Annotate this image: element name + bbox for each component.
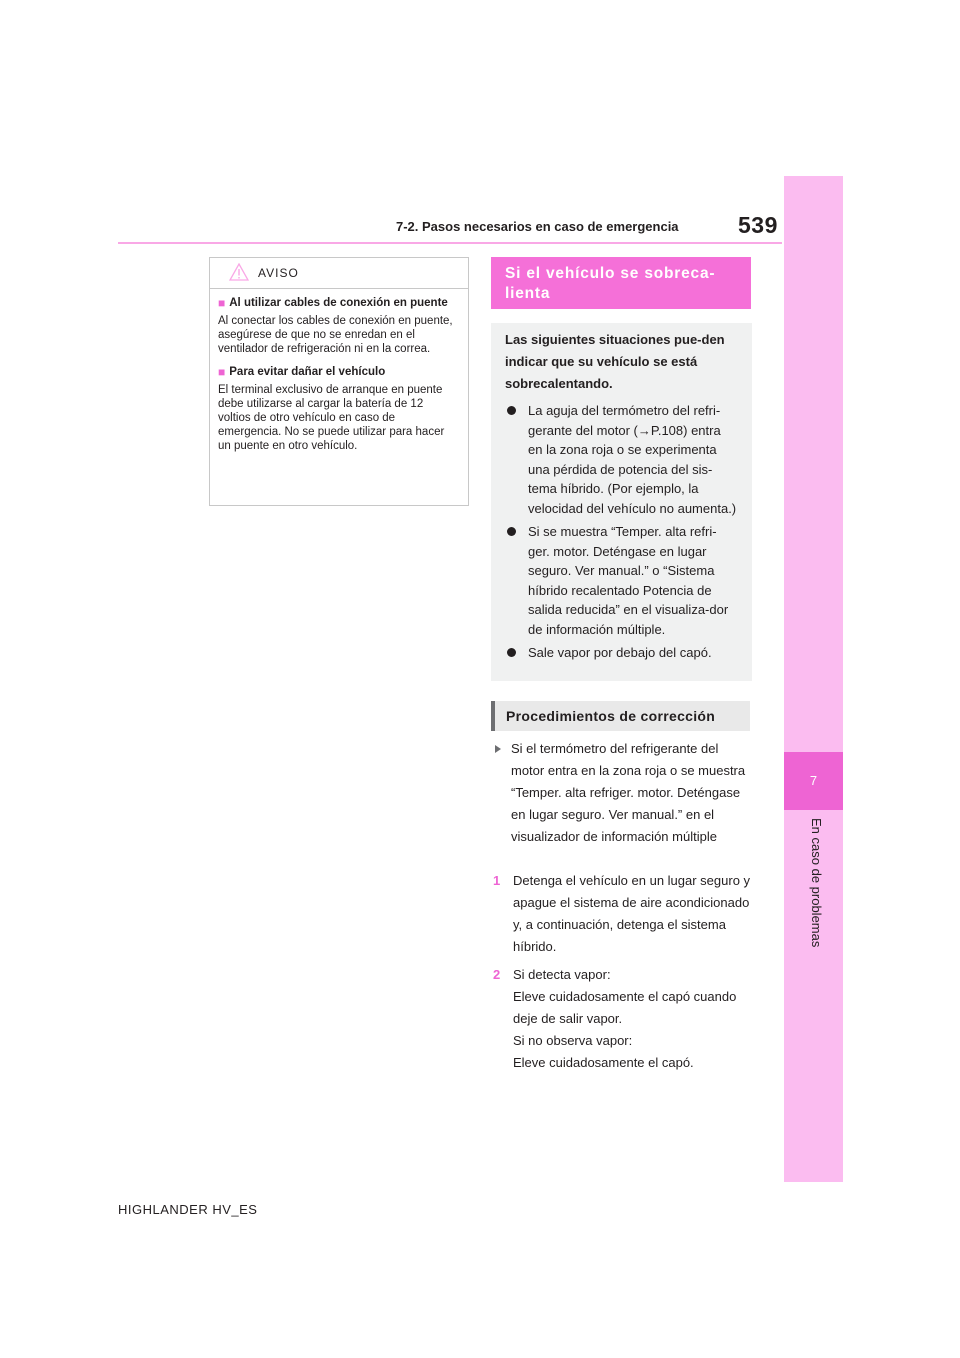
procedure-step [493,870,751,958]
symptoms-box [491,323,752,681]
procedures-heading: Procedimientos de corrección [491,701,750,731]
list-item: Sale vapor por debajo del capó. [505,643,738,663]
page-number: 539 [738,212,778,238]
step-number: 2 [493,967,501,982]
chapter-side-tab [784,176,843,1182]
square-bullet-icon: ■ [218,365,226,379]
procedure-condition: Si el termómetro del refrigerante del motor entra en la zona roja o se muestra “Temper. alta refriger. motor. Deténgase en lugar seguro. Ver manual.” en el visualizador de información múltiple [495,738,750,848]
chapter-label: En caso de problemas [809,818,824,948]
bullet-dot-icon [507,648,516,657]
header-divider [118,242,782,244]
warning-subheading: ■ Al utilizar cables de conexión en puente [218,296,448,310]
bullet-dot-icon [507,527,516,536]
step-text: Detenga el vehículo en un lugar seguro y apague el sistema de aire acondicionado y, a continuación, detenga el sistema híbrido. [513,873,751,954]
warning-box [209,257,469,506]
warning-header [210,258,468,289]
step-number: 1 [493,873,501,888]
overheat-heading: Si el vehículo se sobreca-lienta [491,257,751,309]
symptoms-intro: Las siguientes situaciones pue-den indicar que su vehículo se está sobrecalentando. [505,332,725,391]
triangle-bullet-icon [495,745,501,753]
square-bullet-icon: ■ [218,296,226,310]
warning-text: El terminal exclusivo de arranque en puente debe utilizarse al cargar la batería de 12 voltios de otro vehículo en caso de emergencia. No se puede utilizar para hacer un puente en otro vehículo. [218,384,445,452]
warning-triangle-icon [229,263,249,286]
step-text: Si detecta vapor: Eleve cuidadosamente el capó cuando deje de salir vapor. Si no observa vapor: Eleve cuidadosamente el capó. [513,967,737,1070]
procedure-step [493,964,751,1074]
chapter-number: 7 [809,773,818,788]
bullet-dot-icon [507,406,516,415]
section-title: 7-2. Pasos necesarios en caso de emergencia [396,219,679,234]
footer-model: HIGHLANDER HV_ES [118,1202,258,1217]
chapter-number-tab [784,752,843,810]
warning-subheading: ■ Para evitar dañar el vehículo [218,365,386,379]
warning-label: AVISO [258,266,299,280]
list-item: La aguja del termómetro del refri-gerante del motor (→P.108) entra en la zona roja o se experimenta una pérdida de potencia del sis-tema híbrido. (Por ejemplo, la velocidad del vehículo no aumenta.) [505,401,738,518]
list-item: Si se muestra “Temper. alta refri-ger. motor. Deténgase en lugar seguro. Ver manual.” o “Sistema híbrido recalentado Potencia de salida reducida” en el visualiza-dor de información múltiple. [505,522,738,639]
warning-text: Al conectar los cables de conexión en puente, asegúrese de que no se enredan en el ventilador de refrigeración ni en la correa. [218,315,453,355]
